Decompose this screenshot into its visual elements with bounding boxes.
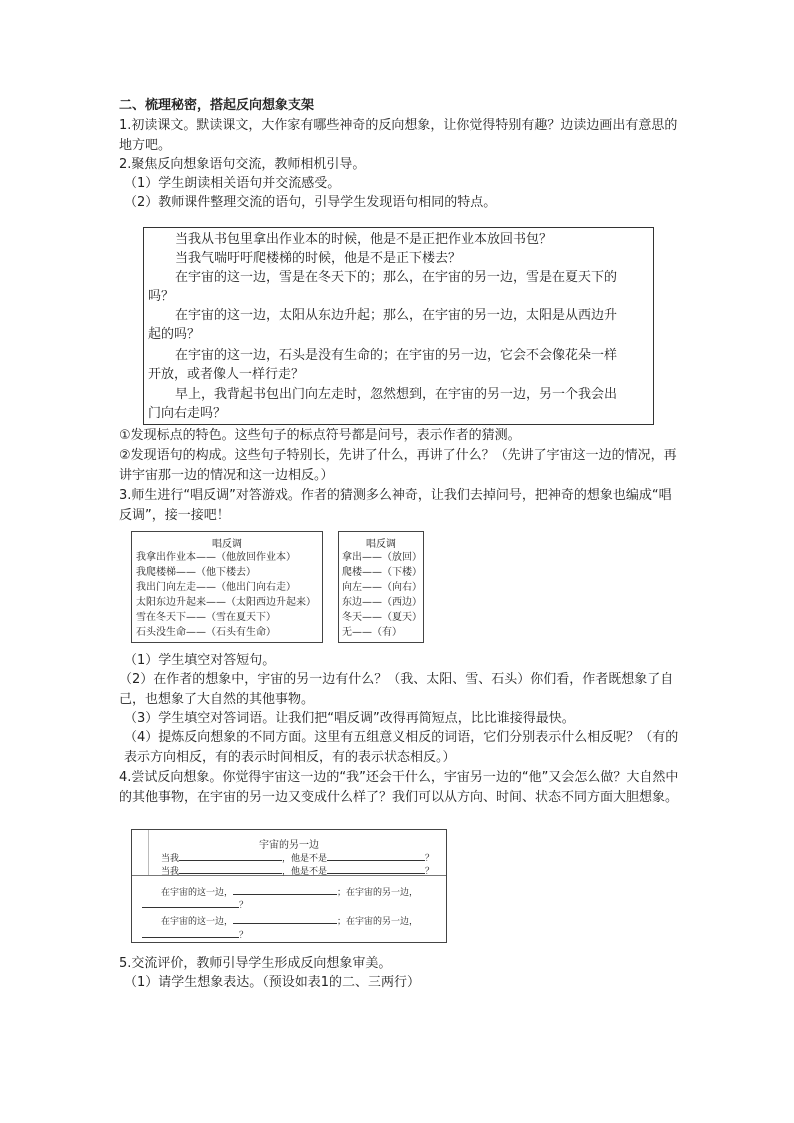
table-row: 我拿出作业本——（他放回作业本） xyxy=(136,552,296,563)
table-row: 爬楼——（下楼） xyxy=(342,567,422,578)
table-row: 东边——（西边） xyxy=(342,597,422,608)
worksheet-line: 在宇宙的这一边， ；在宇宙的另一边， xyxy=(161,914,418,927)
quote-line: 在宇宙的这一边，石头是没有生命的；在宇宙的另一边，它会不会像花朵一样 xyxy=(175,348,618,363)
finding-punctuation: ①发现标点的特色。这些句子的标点符号都是问号，表示作者的猜测。 xyxy=(119,428,521,443)
worksheet-line: 当我 ，他是不是 ？ xyxy=(161,851,434,864)
step3-sub1: （1）学生填空对答短句。 xyxy=(124,653,276,668)
worksheet-title: 宇宙的另一边 xyxy=(259,840,319,851)
quote-line: 在宇宙的这一边，太阳从东边升起；那么，在宇宙的另一边，太阳是从西边升 xyxy=(175,308,618,323)
step1-text: 1.初读课文。默读课文，大作家有哪些神奇的反向想象，让你觉得特别有趣？边读边画出有意思的地方吧。 xyxy=(119,118,678,153)
quote-line: 早上，我背起书包出门向左走时，忽然想到，在宇宙的另一边，另一个我会出 xyxy=(175,387,618,402)
worksheet-image xyxy=(131,829,447,943)
quote-line: 开放，或者像人一样行走？ xyxy=(148,367,305,382)
table-row: 石头没生命——（石头有生命） xyxy=(136,627,276,638)
table-row: 我爬楼梯——（他下楼去） xyxy=(136,567,256,578)
table-row: 雪在冬天下——（雪在夏天下） xyxy=(136,612,276,623)
quote-line: 起的吗？ xyxy=(148,327,201,342)
step3-sub3: （3）学生填空对答词语。让我们把“唱反调”改得再简短点，比比谁接得最快。 xyxy=(124,711,575,726)
step5-sub1: （1）请学生想象表达。（预设如表1的二、三两行） xyxy=(124,975,421,990)
step3-text: 3.师生进行“唱反调”对答游戏。作者的猜测多么神奇，让我们去掉问号，把神奇的想象也编成“唱反调”，接一接吧！ xyxy=(119,488,672,523)
table-row: 冬天——（夏天） xyxy=(342,612,422,623)
antonym-sentence-table xyxy=(131,531,323,643)
worksheet-line: ？ xyxy=(142,898,248,911)
step2-text: 2.聚焦反向想象语句交流，教师相机引导。 xyxy=(119,157,366,172)
quote-line: 在宇宙的这一边，雪是在冬天下的；那么，在宇宙的另一边，雪是在夏天下的 xyxy=(175,270,618,285)
table-row: 太阳东边升起来——（太阳西边升起来） xyxy=(136,597,316,608)
table-row: 无——（有） xyxy=(342,627,402,638)
quote-line: 当我气喘吁吁爬楼梯的时候，他是不是正下楼去？ xyxy=(175,251,462,266)
table-row: 我出门向左走——（他出门向右走） xyxy=(136,582,296,593)
finding-structure: ②发现语句的构成。这些句子特别长，先讲了什么，再讲了什么？（先讲了宇宙这一边的情况，再讲宇宙那一边的情况和这一边相反。） xyxy=(119,448,677,483)
worksheet-line: 当我 ，他是不是 ？ xyxy=(161,864,434,877)
quote-line: 门向右走吗？ xyxy=(148,406,227,421)
antonym-word-table xyxy=(338,531,424,643)
table-row: 拿出——（放回） xyxy=(342,552,422,563)
quote-box xyxy=(143,227,654,425)
worksheet-line: ？ xyxy=(142,928,248,941)
step4-text: 4.尝试反向想象。你觉得宇宙这一边的“我”还会干什么，宇宙另一边的“他”又会怎么做？大自然中的其他事物，在宇宙的另一边又变成什么样了？我们可以从方向、时间、状态不同方面大胆想象。 xyxy=(119,770,679,805)
section-heading: 二、梳理秘密，搭起反向想象支架 xyxy=(119,98,315,113)
step3-sub2: （2）在作者的想象中，宇宙的另一边有什么？（我、太阳、雪、石头）你们看，作者既想象了自己，也想象了大自然的其他事物。 xyxy=(119,672,674,707)
worksheet-line: 在宇宙的这一边， ；在宇宙的另一边， xyxy=(161,885,418,898)
quote-line: 当我从书包里拿出作业本的时候，他是不是正把作业本放回书包？ xyxy=(175,232,553,247)
table-title: 唱反调 xyxy=(212,539,242,550)
table-title: 唱反调 xyxy=(366,539,396,550)
step2-sub1: （1）学生朗读相关语句并交流感受。 xyxy=(124,176,341,191)
step2-sub2: （2）教师课件整理交流的语句，引导学生发现语句相同的特点。 xyxy=(124,195,497,210)
table-row: 向左——（向右） xyxy=(342,582,422,593)
step3-sub4: （4）提炼反向想象的不同方面。这里有五组意义相反的词语，它们分别表示什么相反呢？（有的表示方向相反，有的表示时间相反，有的表示状态相反。） xyxy=(124,730,679,765)
quote-line: 吗？ xyxy=(148,289,175,304)
step5-text: 5.交流评价，教师引导学生形成反向想象审美。 xyxy=(119,956,392,971)
